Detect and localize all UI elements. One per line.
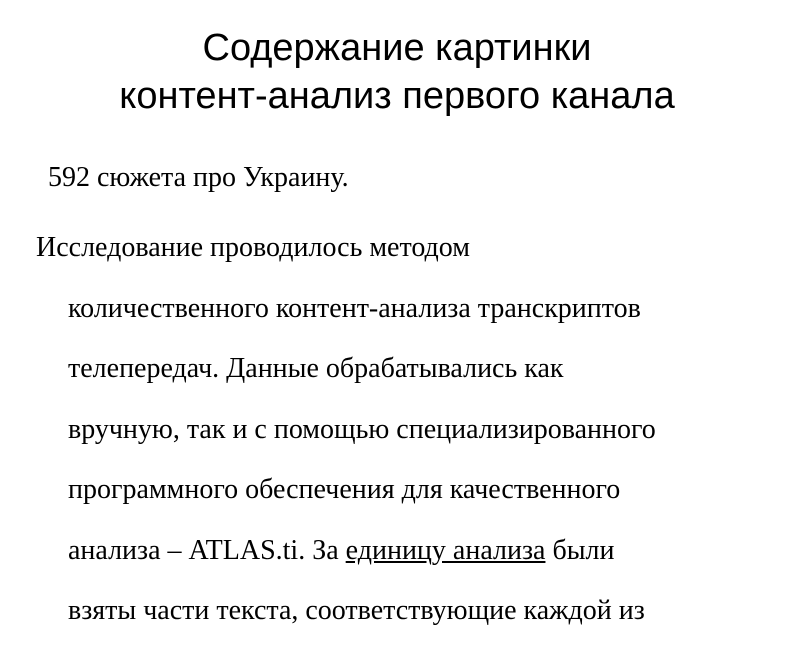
paragraph-line-1: Исследование проводилось методом (36, 232, 470, 263)
paragraph-line-6-end: были (545, 534, 615, 566)
unit-of-analysis-underlined: единицу анализа (345, 534, 546, 566)
paragraph-line-4: вручную, так и с помощью специализированного (68, 413, 656, 445)
paragraph-line-2: количественного контент-анализа транскриптов (68, 292, 641, 324)
paragraph-line-6-start: анализа – ATLAS.ti. За (68, 534, 346, 566)
paragraph-line-5: программного обеспечения для качественного (68, 474, 621, 505)
body-paragraph (36, 232, 656, 656)
paragraph-line-3: телепередач. Данные обрабатывались как (68, 353, 564, 384)
stat-text: 592 сюжета про Украину. (48, 162, 349, 193)
slide-title (0, 24, 794, 120)
title-line-2: контент-анализ первого канала (119, 75, 675, 117)
paragraph-line-7: взяты части текста, соответствующие каждой из (68, 595, 645, 626)
paragraph-line-6 (36, 535, 656, 596)
title-line-1: Содержание картинки (202, 27, 592, 69)
